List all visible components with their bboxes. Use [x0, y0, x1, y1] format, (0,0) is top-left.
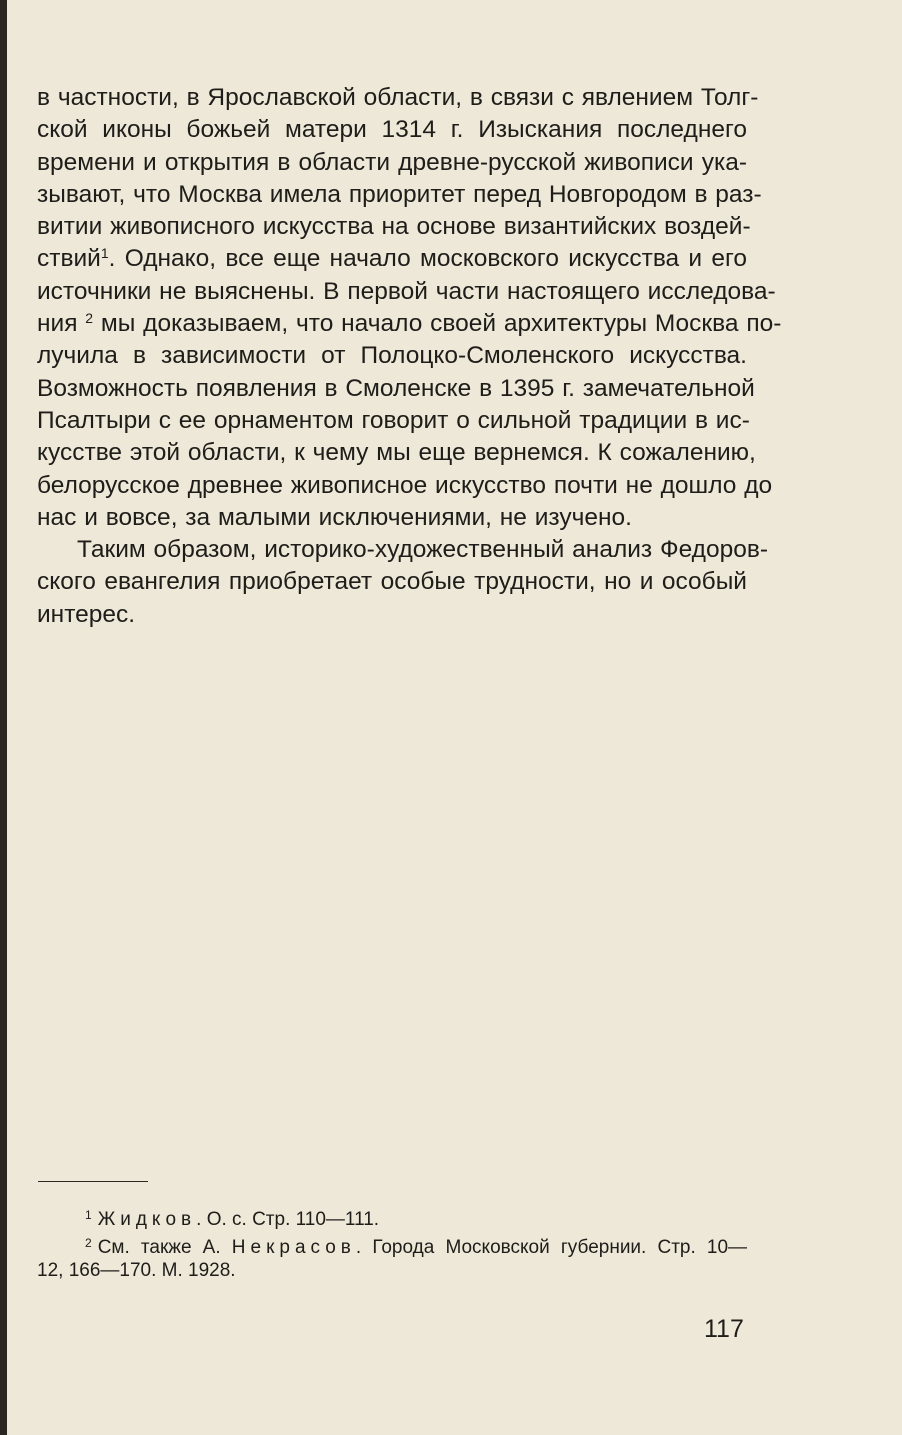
text-line: Таким образом, историко-художественный анализ Федоров-	[77, 536, 769, 564]
footnote-1	[37, 1201, 747, 1229]
footnote-text: Города Московской губернии. Стр. 10—	[372, 1237, 748, 1258]
footnote-separator	[38, 1181, 148, 1182]
text-line: Возможность появления в Смоленске в 1395 г. замечательной	[37, 374, 755, 402]
footnote-2-continuation: 12, 166—170. М. 1928.	[37, 1260, 236, 1281]
page-number: 117	[704, 1315, 744, 1343]
main-text-block	[37, 82, 782, 631]
footnotes-block	[37, 1201, 747, 1285]
footnote-ref-1: 1	[100, 245, 109, 262]
text-fragment: .	[355, 1237, 362, 1258]
text-line: белорусское древнее живописное искусство почти не дошло до	[37, 471, 773, 499]
text-line: кусстве этой области, к чему мы еще вернемся. К сожалению,	[37, 439, 756, 467]
text-line: витии живописного искусства на основе византийских воздей-	[37, 213, 751, 241]
text-line	[37, 308, 782, 340]
footnote-ref-2: 2	[85, 310, 94, 327]
text-fragment: .	[108, 245, 116, 273]
text-fragment: ствий	[37, 245, 101, 273]
text-line: в частности, в Ярославской области, в связи с явлением Толг-	[37, 84, 759, 111]
text-fragment: мы доказываем, что начало своей архитектуры Москва по-	[100, 310, 782, 338]
text-line: ской иконы божьей матери 1314 г. Изыскания последнего	[37, 116, 747, 144]
footnote-author: Некрасов	[231, 1237, 356, 1258]
footnote-marker: 2	[85, 1236, 92, 1250]
page-binding-edge	[0, 0, 7, 1435]
text-fragment: .	[196, 1209, 202, 1230]
text-line: нас и вовсе, за малыми исключениями, не изучено.	[37, 503, 632, 531]
text-line: времени и открытия в области древне-русской живописи ука-	[37, 148, 747, 176]
footnote-marker: 1	[85, 1208, 92, 1222]
text-line: зывают, что Москва имела приоритет перед Новгородом в раз-	[37, 180, 762, 208]
footnote-2	[37, 1229, 747, 1257]
text-fragment: ния	[37, 310, 78, 338]
text-line	[37, 243, 747, 275]
footnote-author: Жидков	[97, 1209, 197, 1230]
text-line: источники не выяснены. В первой части настоящего исследова-	[37, 277, 776, 305]
text-line: лучила в зависимости от Полоцко-Смоленского искусства.	[37, 342, 747, 370]
footnote-text: О. с. Стр. 110—111.	[206, 1209, 380, 1230]
text-fragment: Однако, все еще начало московского искусства и его	[124, 245, 747, 273]
text-line: Псалтыри с ее орнаментом говорит о сильной традиции в ис-	[37, 406, 750, 434]
footnote-prefix: См. также А.	[97, 1237, 221, 1258]
text-line: ского евангелия приобретает особые трудности, но и особый	[37, 568, 747, 596]
text-line: интерес.	[37, 600, 136, 628]
